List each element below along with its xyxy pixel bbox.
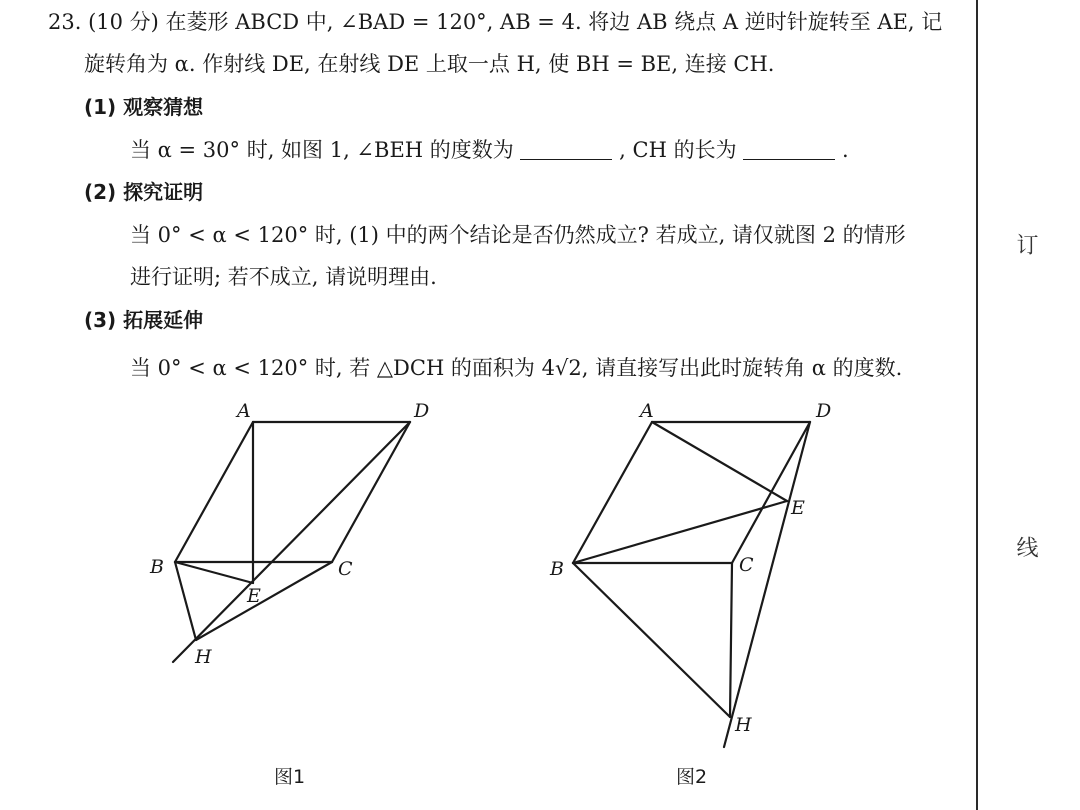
- problem-intro-line-2: 旋转角为 α. 作射线 DE, 在射线 DE 上取一点 H, 使 BH = BE, 连接 CH.: [84, 52, 775, 76]
- part-1-text-a: 当 α = 30° 时, 如图 1, ∠BEH 的度数为: [130, 138, 514, 162]
- figure-2-svg: [540, 395, 860, 755]
- fig1-edge-dc: [332, 422, 410, 562]
- binding-mark-xian: 线: [1013, 536, 1038, 558]
- fig1-label-e: E: [247, 585, 261, 607]
- fig2-label-d: D: [816, 400, 832, 422]
- fig1-label-c: C: [338, 558, 353, 580]
- problem-intro-line-1: 23. (10 分) 在菱形 ABCD 中, ∠BAD = 120°, AB = 4. 将边 AB 绕点 A 逆时针旋转至 AE, 记: [48, 10, 943, 34]
- fig1-edge-ab: [175, 422, 253, 562]
- answer-blank-length[interactable]: [743, 141, 835, 160]
- fig2-label-h: H: [735, 714, 752, 736]
- sqrt-two: √2: [554, 356, 582, 380]
- fig1-segment-be: [175, 562, 253, 583]
- fig1-label-a: A: [237, 400, 251, 422]
- fig2-label-b: B: [550, 558, 564, 580]
- part-1-text-b: , CH 的长为: [619, 138, 737, 162]
- binding-margin-line: [976, 0, 978, 810]
- figure-1-svg: [140, 395, 440, 675]
- fig1-segment-bh: [175, 562, 196, 640]
- part-1-text-c: .: [841, 138, 849, 162]
- figure-1-caption: 图1: [274, 766, 306, 788]
- fig2-segment-be: [573, 501, 787, 563]
- part-3-question: [130, 358, 902, 379]
- fig1-label-h: H: [195, 646, 212, 668]
- part-2-title: (2) 探究证明: [84, 180, 204, 204]
- fig1-label-b: B: [150, 556, 164, 578]
- part-2-line-2: 进行证明; 若不成立, 请说明理由.: [130, 265, 437, 289]
- figure-2: [540, 395, 860, 755]
- fig2-segment-ch: [730, 563, 732, 717]
- fig2-edge-ab: [573, 422, 652, 563]
- fig1-label-d: D: [414, 400, 430, 422]
- fig2-label-a: A: [640, 400, 654, 422]
- fig2-segment-bh: [573, 563, 730, 717]
- part-3-text-c: , 请直接写出此时旋转角 α 的度数.: [581, 356, 903, 380]
- fig2-segment-ae: [652, 422, 787, 501]
- part-3-text-a: 当 0° < α < 120° 时, 若 △DCH 的面积为 4: [130, 356, 555, 380]
- figure-1: [140, 395, 440, 675]
- figure-2-caption: 图2: [676, 766, 708, 788]
- part-1-title: (1) 观察猜想: [84, 95, 204, 119]
- binding-mark-ding: 订: [1013, 233, 1038, 255]
- part-1-question: [130, 140, 849, 161]
- fig2-label-e: E: [791, 497, 805, 519]
- part-3-title: (3) 拓展延伸: [84, 308, 204, 332]
- answer-blank-angle[interactable]: [520, 141, 612, 160]
- fig1-ray-de: [173, 422, 410, 662]
- part-2-line-1: 当 0° < α < 120° 时, (1) 中的两个结论是否仍然成立? 若成立, 请仅就图 2 的情形: [130, 223, 906, 247]
- fig2-label-c: C: [739, 554, 754, 576]
